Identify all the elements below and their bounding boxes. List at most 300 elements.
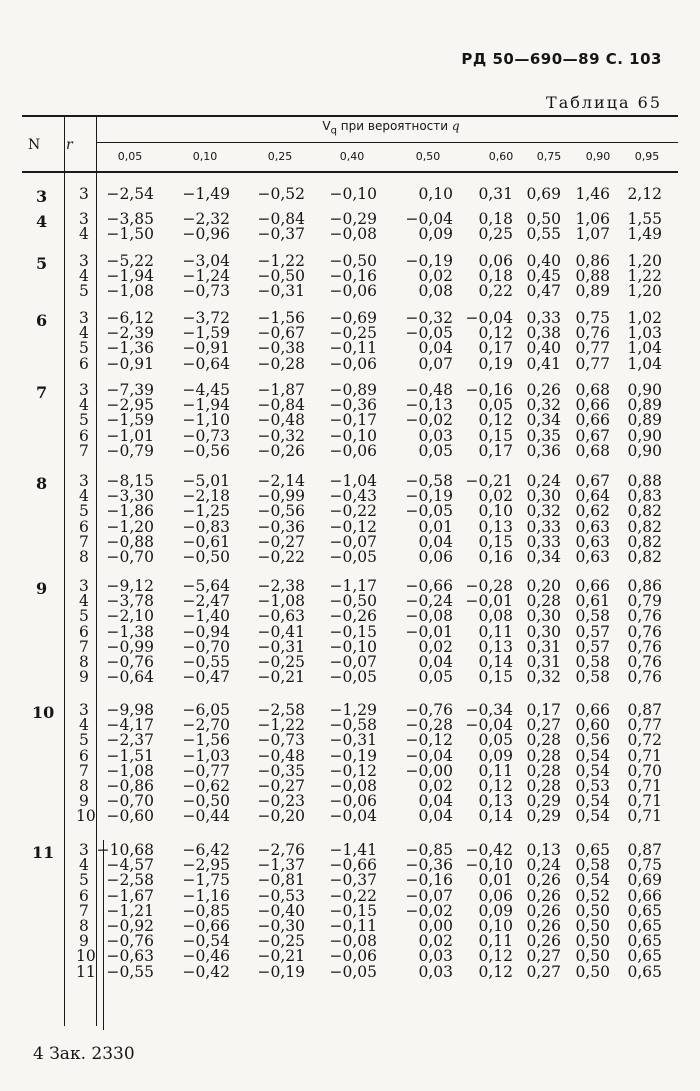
- table-cell: −0,04: [405, 746, 453, 765]
- table-cell: 0,88: [627, 472, 662, 490]
- table-cell: 0,13: [478, 792, 513, 811]
- vq-caption: при вероятности: [336, 119, 452, 133]
- table-cell: −5,64: [182, 577, 230, 595]
- table-cell: −0,37: [257, 225, 305, 244]
- table-cell: −2,76: [257, 841, 305, 859]
- table-cell: −0,10: [465, 856, 513, 875]
- table-cell: −0,16: [465, 381, 513, 399]
- group-n-value: 4: [36, 212, 48, 231]
- table-cell: −0,47: [182, 668, 230, 687]
- table-cell: −0,12: [329, 761, 377, 780]
- table-cell: −0,05: [329, 668, 377, 687]
- table-cell: 1,22: [627, 267, 662, 286]
- table-cell: −0,88: [106, 532, 154, 551]
- r-value: 7: [79, 637, 89, 656]
- table-cell: 0,79: [627, 592, 662, 611]
- table-cell: −0,41: [257, 622, 305, 641]
- table-cell: −0,06: [329, 354, 377, 373]
- r-value: 3: [79, 381, 89, 399]
- table-cell: −0,05: [329, 962, 377, 981]
- table-cell: −1,75: [182, 871, 230, 890]
- r-value: 5: [79, 282, 89, 301]
- table-cell: −0,38: [257, 339, 305, 358]
- table-cell: −0,10: [329, 637, 377, 656]
- table-cell: 0,50: [575, 932, 610, 951]
- table-cell: −0,04: [465, 716, 513, 735]
- table-cell: −0,16: [329, 267, 377, 286]
- table-cell: −0,63: [106, 947, 154, 966]
- table-cell: 0,54: [575, 792, 610, 811]
- table-cell: 0,01: [478, 871, 513, 890]
- table-cell: 0,72: [627, 731, 662, 750]
- table-cell: 0,66: [575, 701, 610, 719]
- table-cell: −1,04: [329, 472, 377, 490]
- table-cell: −0,19: [329, 746, 377, 765]
- q-header: 0,50: [415, 150, 441, 163]
- table-cell: −0,58: [329, 716, 377, 735]
- table-cell: −0,64: [182, 354, 230, 373]
- group-n-value: 3: [36, 187, 48, 206]
- table-cell: 0,76: [627, 668, 662, 687]
- table-cell: 0,58: [575, 856, 610, 875]
- table-cell: 0,05: [478, 396, 513, 415]
- table-cell: −1,94: [106, 267, 154, 286]
- table-cell: −0,32: [257, 426, 305, 445]
- table-cell: 0,29: [526, 807, 561, 826]
- table-cell: 0,12: [478, 962, 513, 981]
- r-value: 4: [79, 592, 89, 611]
- table-cell: 0,58: [575, 607, 610, 626]
- table-cell: −0,73: [182, 426, 230, 445]
- header-sub-rule: [96, 142, 678, 143]
- r-value: 4: [79, 267, 89, 286]
- table-cell: −0,40: [257, 901, 305, 920]
- table-cell: 0,30: [526, 607, 561, 626]
- table-cell: 0,04: [418, 653, 453, 671]
- table-cell: 0,02: [418, 777, 453, 795]
- r-value: 7: [79, 761, 89, 780]
- table-cell: 0,58: [575, 668, 610, 687]
- table-cell: −0,91: [106, 354, 154, 373]
- r-value: 4: [79, 396, 89, 415]
- table-cell: 0,18: [478, 210, 513, 228]
- table-cell: 0,19: [478, 354, 513, 373]
- r-value: 3: [79, 252, 89, 270]
- table-cell: 0,18: [478, 267, 513, 286]
- table-cell: 0,29: [526, 792, 561, 811]
- table-cell: −2,14: [257, 472, 305, 490]
- table-cell: 0,24: [526, 472, 561, 490]
- table-cell: −1,29: [329, 701, 377, 719]
- table-cell: −0,73: [257, 731, 305, 750]
- table-cell: −0,58: [405, 472, 453, 490]
- table-cell: 0,65: [627, 947, 662, 966]
- table-row: [0, 962, 700, 981]
- table-cell: −0,62: [182, 777, 230, 795]
- table-cell: −3,72: [182, 309, 230, 327]
- table-cell: −3,85: [106, 210, 154, 228]
- r-value: 5: [79, 607, 89, 626]
- table-cell: −0,05: [405, 324, 453, 343]
- r-value: 9: [79, 668, 89, 687]
- table-cell: −0,42: [182, 962, 230, 981]
- table-cell: 0,65: [575, 841, 610, 859]
- table-cell: 0,25: [478, 225, 513, 244]
- table-cell: −0,34: [465, 701, 513, 719]
- column-header-vq: [96, 119, 686, 136]
- table-cell: 0,02: [418, 637, 453, 656]
- table-cell: 0,15: [478, 532, 513, 551]
- table-cell: 0,31: [478, 185, 513, 203]
- table-cell: −1,56: [182, 731, 230, 750]
- table-cell: −0,31: [257, 637, 305, 656]
- table-row: [0, 187, 700, 202]
- table-cell: −1,38: [106, 622, 154, 641]
- q-header: 0,75: [536, 150, 562, 163]
- r-value: 5: [79, 731, 89, 750]
- table-cell: −0,12: [329, 517, 377, 536]
- table-cell: −6,42: [182, 841, 230, 859]
- table-cell: 0,76: [627, 653, 662, 671]
- q-header: 0,40: [339, 150, 365, 163]
- table-cell: 1,20: [627, 282, 662, 301]
- table-cell: 0,50: [575, 901, 610, 920]
- table-cell: 0,00: [418, 917, 453, 935]
- table-cell: −0,22: [329, 502, 377, 521]
- r-value: 3: [79, 701, 89, 719]
- table-cell: −0,06: [329, 947, 377, 966]
- table-cell: −0,04: [329, 807, 377, 826]
- table-cell: 0,77: [575, 339, 610, 358]
- table-cell: 0,06: [418, 548, 453, 566]
- table-cell: −0,11: [329, 917, 377, 935]
- table-cell: 0,53: [575, 777, 610, 795]
- table-cell: 0,22: [478, 282, 513, 301]
- table-cell: 0,09: [418, 225, 453, 244]
- table-cell: −0,10: [329, 426, 377, 445]
- table-cell: −5,01: [182, 472, 230, 490]
- table-cell: −2,58: [257, 701, 305, 719]
- table-cell: −0,19: [257, 962, 305, 981]
- table-cell: 0,12: [478, 947, 513, 966]
- r-value: 4: [79, 487, 89, 506]
- table-cell: 0,05: [418, 668, 453, 687]
- table-title: Таблица 65: [546, 93, 662, 112]
- table-cell: −0,61: [182, 532, 230, 551]
- table-cell: 0,05: [478, 731, 513, 750]
- table-cell: 0,67: [575, 426, 610, 445]
- table-cell: −1,03: [182, 746, 230, 765]
- table-cell: 0,40: [526, 252, 561, 270]
- table-cell: −0,05: [329, 548, 377, 566]
- table-cell: 0,13: [526, 841, 561, 859]
- table-cell: −1,08: [106, 282, 154, 301]
- table-cell: −0,06: [329, 441, 377, 460]
- vq-q: q: [451, 119, 460, 133]
- table-cell: 0,09: [478, 901, 513, 920]
- table-cell: 0,71: [627, 807, 662, 826]
- table-cell: 0,28: [526, 731, 561, 750]
- table-cell: 0,11: [478, 622, 513, 641]
- table-cell: 0,30: [526, 622, 561, 641]
- table-cell: −0,79: [106, 441, 154, 460]
- table-cell: −4,17: [106, 716, 154, 735]
- table-cell: 1,55: [627, 210, 662, 228]
- table-cell: −0,32: [405, 309, 453, 327]
- table-cell: −0,04: [465, 309, 513, 327]
- table-cell: −2,38: [257, 577, 305, 595]
- table-cell: −0,08: [329, 225, 377, 244]
- table-cell: −1,22: [257, 252, 305, 270]
- column-header-r: r: [66, 137, 73, 153]
- table-cell: −0,52: [257, 185, 305, 203]
- table-cell: −0,50: [257, 267, 305, 286]
- table-cell: −0,36: [329, 396, 377, 415]
- table-cell: −0,26: [257, 441, 305, 460]
- table-cell: 1,06: [575, 210, 610, 228]
- group-n-value: 11: [32, 843, 55, 862]
- table-cell: −2,95: [182, 856, 230, 875]
- table-cell: −1,94: [182, 396, 230, 415]
- table-cell: 0,71: [627, 746, 662, 765]
- table-cell: 0,04: [418, 339, 453, 358]
- table-cell: 0,83: [627, 487, 662, 506]
- table-cell: 0,82: [627, 502, 662, 521]
- table-cell: 0,31: [526, 637, 561, 656]
- table-cell: −0,42: [465, 841, 513, 859]
- table-cell: 0,68: [575, 441, 610, 460]
- table-cell: −0,02: [405, 901, 453, 920]
- table-cell: −0,21: [257, 947, 305, 966]
- table-cell: −2,54: [106, 185, 154, 203]
- table-cell: 0,13: [478, 637, 513, 656]
- table-cell: 0,02: [418, 267, 453, 286]
- table-cell: −6,12: [106, 309, 154, 327]
- table-cell: 0,26: [526, 381, 561, 399]
- table-cell: −1,86: [106, 502, 154, 521]
- table-cell: 0,82: [627, 517, 662, 536]
- table-cell: 1,03: [627, 324, 662, 343]
- table-cell: 0,63: [575, 532, 610, 551]
- table-cell: −0,92: [106, 917, 154, 935]
- table-cell: 0,03: [418, 947, 453, 966]
- table-cell: −0,96: [182, 225, 230, 244]
- r-value: 6: [79, 426, 89, 445]
- table-row: [0, 550, 700, 565]
- table-cell: 0,66: [575, 577, 610, 595]
- table-cell: 0,89: [627, 396, 662, 415]
- table-cell: 0,76: [627, 637, 662, 656]
- table-cell: 0,10: [478, 502, 513, 521]
- r-value: 3: [79, 185, 89, 203]
- table-cell: −0,19: [405, 252, 453, 270]
- table-cell: −0,28: [257, 354, 305, 373]
- table-cell: −1,25: [182, 502, 230, 521]
- table-cell: 0,67: [575, 472, 610, 490]
- table-cell: −0,43: [329, 487, 377, 506]
- table-row: [0, 227, 700, 242]
- q-header: 0,05: [117, 150, 143, 163]
- table-cell: −0,07: [329, 532, 377, 551]
- table-cell: 0,87: [627, 701, 662, 719]
- table-cell: 0,27: [526, 947, 561, 966]
- table-cell: −0,21: [257, 668, 305, 687]
- table-cell: −1,20: [106, 517, 154, 536]
- table-cell: 0,76: [575, 324, 610, 343]
- table-cell: 0,28: [526, 592, 561, 611]
- table-cell: 0,32: [526, 668, 561, 687]
- table-cell: 0,12: [478, 324, 513, 343]
- table-cell: −2,32: [182, 210, 230, 228]
- table-cell: −0,48: [257, 411, 305, 430]
- table-cell: −0,17: [329, 411, 377, 430]
- table-cell: 0,04: [418, 807, 453, 826]
- table-cell: −8,15: [106, 472, 154, 490]
- table-cell: −0,36: [405, 856, 453, 875]
- table-cell: −0,25: [257, 653, 305, 671]
- table-cell: −0,35: [257, 761, 305, 780]
- table-cell: −0,66: [329, 856, 377, 875]
- table-cell: 0,66: [575, 396, 610, 415]
- table-cell: −0,31: [329, 731, 377, 750]
- table-cell: −0,24: [405, 592, 453, 611]
- table-cell: 0,68: [575, 381, 610, 399]
- table-cell: 1,04: [627, 339, 662, 358]
- table-cell: 0,26: [526, 871, 561, 890]
- table-cell: 0,17: [526, 701, 561, 719]
- table-cell: 0,70: [627, 761, 662, 780]
- table-cell: 0,88: [575, 267, 610, 286]
- table-cell: −0,67: [257, 324, 305, 343]
- table-cell: 0,82: [627, 532, 662, 551]
- table-cell: −0,20: [257, 807, 305, 826]
- table-cell: −0,25: [329, 324, 377, 343]
- table-cell: 0,62: [575, 502, 610, 521]
- top-rule: [22, 115, 678, 117]
- table-cell: 0,61: [575, 592, 610, 611]
- table-cell: 0,06: [478, 886, 513, 905]
- table-cell: −1,17: [329, 577, 377, 595]
- table-cell: −0,73: [182, 282, 230, 301]
- table-cell: −10,68: [96, 841, 154, 859]
- table-cell: −1,22: [257, 716, 305, 735]
- table-cell: 0,33: [526, 309, 561, 327]
- table-cell: 0,20: [526, 577, 561, 595]
- r-value: 6: [79, 746, 89, 765]
- q-header: 0,25: [267, 150, 293, 163]
- q-header: 0,60: [488, 150, 514, 163]
- r-value: 5: [79, 502, 89, 521]
- table-cell: −2,18: [182, 487, 230, 506]
- vq-subscript: q: [330, 125, 337, 137]
- table-cell: −1,50: [106, 225, 154, 244]
- table-cell: −0,55: [182, 653, 230, 671]
- r-value: 4: [79, 225, 89, 244]
- table-cell: 0,63: [575, 548, 610, 566]
- table-cell: −2,47: [182, 592, 230, 611]
- table-cell: −0,50: [329, 252, 377, 270]
- table-cell: 0,75: [627, 856, 662, 875]
- table-cell: −7,39: [106, 381, 154, 399]
- group-n-value: 5: [36, 254, 48, 273]
- table-cell: 0,76: [627, 622, 662, 641]
- table-cell: 0,13: [478, 517, 513, 536]
- table-cell: 0,14: [478, 807, 513, 826]
- table-cell: 0,50: [575, 962, 610, 981]
- r-value: 5: [79, 871, 89, 890]
- table-cell: 0,60: [575, 716, 610, 735]
- table-cell: 0,69: [526, 185, 561, 203]
- table-cell: 0,15: [478, 426, 513, 445]
- table-cell: −3,04: [182, 252, 230, 270]
- table-cell: −0,55: [106, 962, 154, 981]
- table-cell: −4,45: [182, 381, 230, 399]
- table-cell: −1,01: [106, 426, 154, 445]
- r-value: 4: [79, 856, 89, 875]
- r-value: 3: [79, 309, 89, 327]
- r-value: 6: [79, 354, 89, 373]
- table-cell: −6,05: [182, 701, 230, 719]
- table-cell: 0,01: [418, 517, 453, 536]
- table-cell: −3,78: [106, 592, 154, 611]
- document-reference: РД 50—690—89 С. 103: [461, 50, 662, 68]
- table-cell: −2,37: [106, 731, 154, 750]
- table-cell: 0,40: [526, 339, 561, 358]
- table-cell: −0,99: [257, 487, 305, 506]
- table-row: [0, 809, 700, 824]
- table-cell: −1,08: [257, 592, 305, 611]
- table-cell: −0,21: [465, 472, 513, 490]
- table-row: [0, 354, 700, 373]
- table-cell: 0,28: [526, 777, 561, 795]
- table-cell: −1,49: [182, 185, 230, 203]
- table-cell: 0,89: [575, 282, 610, 301]
- table-cell: 0,03: [418, 962, 453, 981]
- table-cell: −1,51: [106, 746, 154, 765]
- table-cell: −1,56: [257, 309, 305, 327]
- table-cell: 0,76: [627, 607, 662, 626]
- table-cell: −1,40: [182, 607, 230, 626]
- table-cell: −0,31: [257, 282, 305, 301]
- table-cell: −2,95: [106, 396, 154, 415]
- table-cell: 0,36: [526, 441, 561, 460]
- table-cell: −1,59: [182, 324, 230, 343]
- table-cell: −1,16: [182, 886, 230, 905]
- table-cell: 0,56: [575, 731, 610, 750]
- table-cell: −0,01: [465, 592, 513, 611]
- r-value: 8: [79, 917, 89, 935]
- table-cell: −0,83: [182, 517, 230, 536]
- table-cell: −3,30: [106, 487, 154, 506]
- r-value: 3: [79, 210, 89, 228]
- table-cell: 0,54: [575, 761, 610, 780]
- r-value: 5: [79, 411, 89, 430]
- table-cell: −0,63: [257, 607, 305, 626]
- table-cell: 0,90: [627, 426, 662, 445]
- table-cell: −0,23: [257, 792, 305, 811]
- table-cell: −0,91: [182, 339, 230, 358]
- table-cell: −0,36: [257, 517, 305, 536]
- table-cell: 0,16: [478, 548, 513, 566]
- table-cell: −0,15: [329, 901, 377, 920]
- table-cell: 0,47: [526, 282, 561, 301]
- table-cell: −0,15: [329, 622, 377, 641]
- table-cell: 0,26: [526, 917, 561, 935]
- table-cell: −0,46: [182, 947, 230, 966]
- r-value: 3: [79, 472, 89, 490]
- table-cell: 0,11: [478, 761, 513, 780]
- table-cell: −0,48: [257, 746, 305, 765]
